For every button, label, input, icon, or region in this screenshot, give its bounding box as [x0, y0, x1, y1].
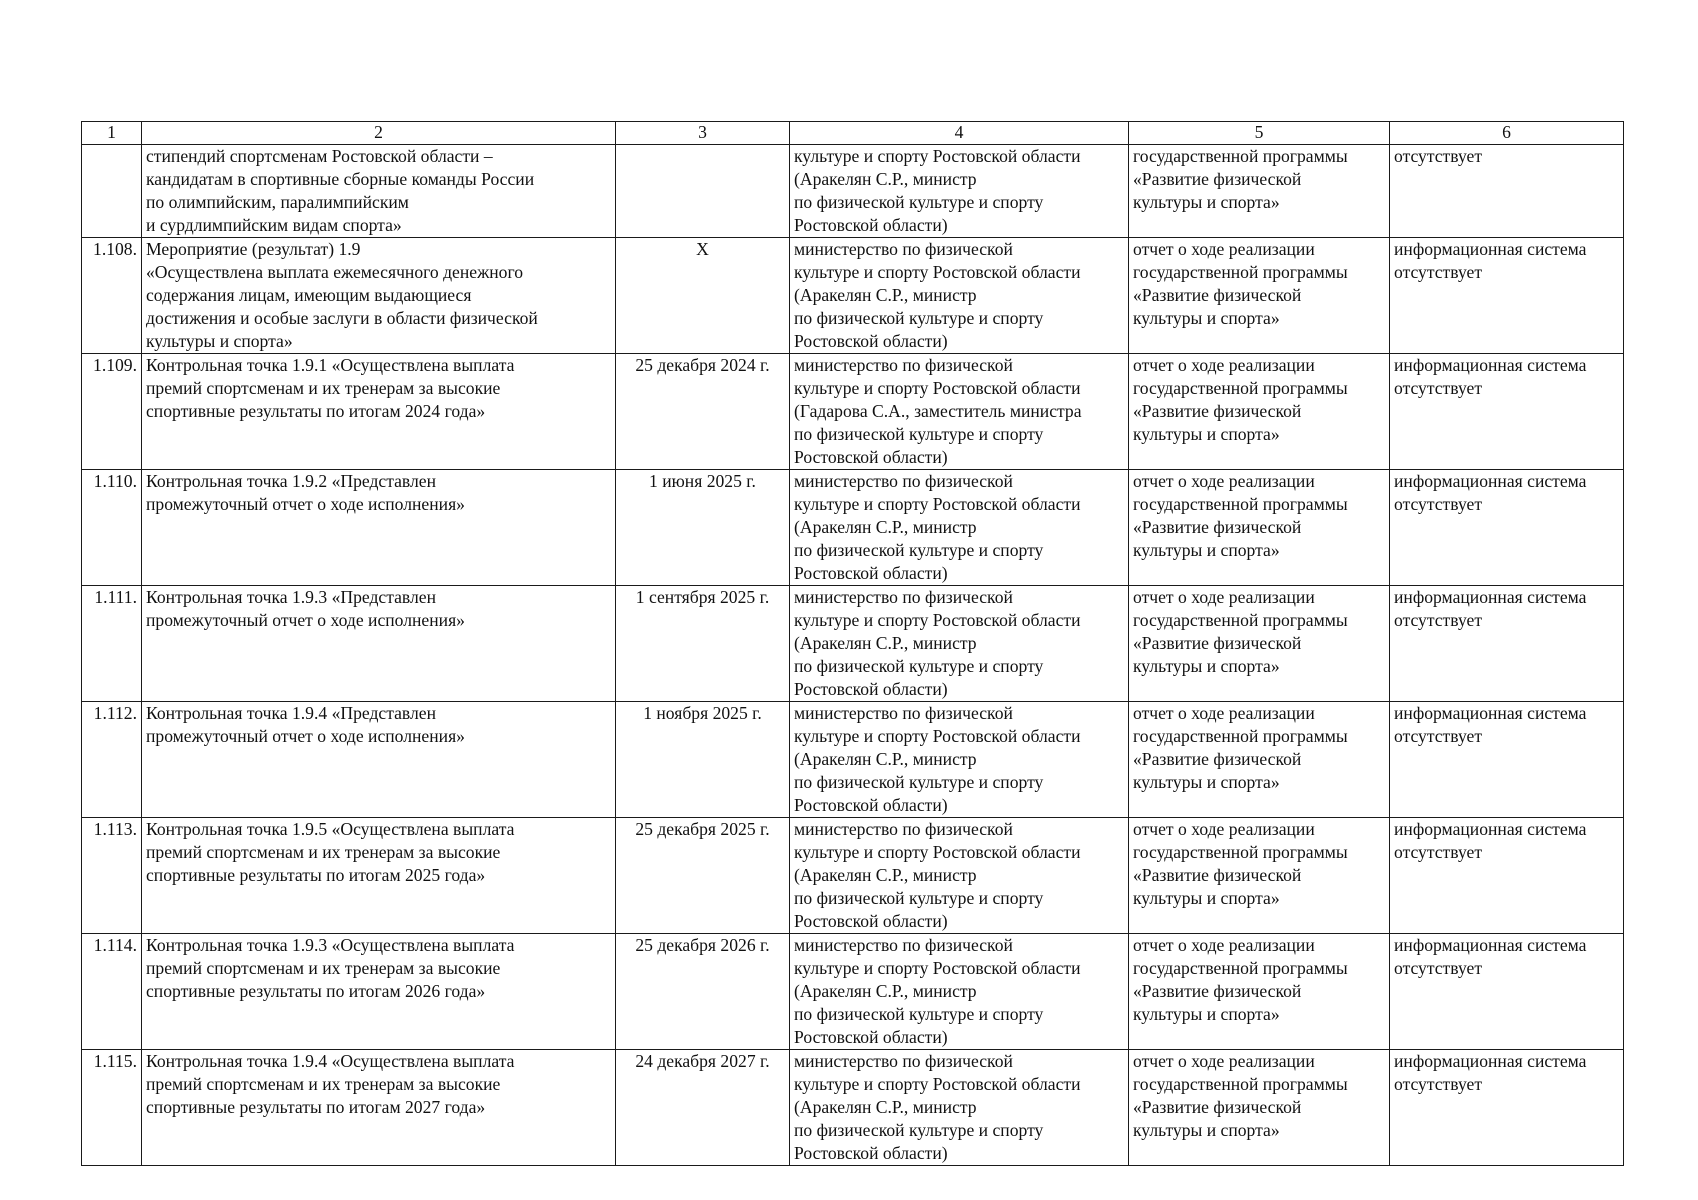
- row-title: Контрольная точка 1.9.2 «Представлен промежуточный отчет о ходе исполнения»: [142, 470, 616, 586]
- table-row: [82, 818, 1624, 934]
- row-document: отчет о ходе реализации государственной программы «Развитие физической культуры и спорта»: [1129, 934, 1390, 1050]
- document-table: [81, 121, 1624, 1166]
- row-responsible: культуре и спорту Ростовской области (Аракелян С.Р., министр по физической культуре и спорту Ростовской области): [790, 145, 1129, 238]
- row-system: информационная система отсутствует: [1390, 354, 1624, 470]
- row-document: отчет о ходе реализации государственной программы «Развитие физической культуры и спорта»: [1129, 354, 1390, 470]
- row-responsible: министерство по физической культуре и спорту Ростовской области (Аракелян С.Р., министр по физической культуре и спорту Ростовской области): [790, 586, 1129, 702]
- row-title: Контрольная точка 1.9.3 «Представлен промежуточный отчет о ходе исполнения»: [142, 586, 616, 702]
- table-row: [82, 586, 1624, 702]
- row-date: 1 сентября 2025 г.: [616, 586, 790, 702]
- row-responsible: министерство по физической культуре и спорту Ростовской области (Аракелян С.Р., министр по физической культуре и спорту Ростовской области): [790, 702, 1129, 818]
- table-row: [82, 702, 1624, 818]
- row-date: 25 декабря 2025 г.: [616, 818, 790, 934]
- table-header: [82, 122, 1624, 145]
- row-date: 25 декабря 2024 г.: [616, 354, 790, 470]
- row-title: Контрольная точка 1.9.1 «Осуществлена выплата премий спортсменам и их тренерам за высокие спортивные результаты по итогам 2024 года»: [142, 354, 616, 470]
- row-title: Контрольная точка 1.9.5 «Осуществлена выплата премий спортсменам и их тренерам за высокие спортивные результаты по итогам 2025 года»: [142, 818, 616, 934]
- row-title: Контрольная точка 1.9.3 «Осуществлена выплата премий спортсменам и их тренерам за высокие спортивные результаты по итогам 2026 года»: [142, 934, 616, 1050]
- row-number: 1.110.: [82, 470, 142, 586]
- table-row: [82, 934, 1624, 1050]
- table-row: [82, 238, 1624, 354]
- row-title: Контрольная точка 1.9.4 «Осуществлена выплата премий спортсменам и их тренерам за высокие спортивные результаты по итогам 2027 года»: [142, 1050, 616, 1166]
- row-responsible: министерство по физической культуре и спорту Ростовской области (Аракелян С.Р., министр по физической культуре и спорту Ростовской области): [790, 238, 1129, 354]
- column-header-2: 2: [142, 122, 616, 145]
- row-document: отчет о ходе реализации государственной программы «Развитие физической культуры и спорта»: [1129, 238, 1390, 354]
- row-date: [616, 145, 790, 238]
- row-document: отчет о ходе реализации государственной программы «Развитие физической культуры и спорта»: [1129, 702, 1390, 818]
- row-date: 25 декабря 2026 г.: [616, 934, 790, 1050]
- row-number: 1.115.: [82, 1050, 142, 1166]
- row-system: информационная система отсутствует: [1390, 1050, 1624, 1166]
- row-title: Мероприятие (результат) 1.9 «Осуществлена выплата ежемесячного денежного содержания лицам, имеющим выдающиеся достижения и особые заслуги в области физической культуры и спорта»: [142, 238, 616, 354]
- row-date: 24 декабря 2027 г.: [616, 1050, 790, 1166]
- table-row: [82, 470, 1624, 586]
- table-body: [82, 145, 1624, 1166]
- row-title: стипендий спортсменам Ростовской области – кандидатам в спортивные сборные команды России по олимпийским, паралимпийским и сурдлимпийским видам спорта»: [142, 145, 616, 238]
- row-date: 1 июня 2025 г.: [616, 470, 790, 586]
- row-system: информационная система отсутствует: [1390, 702, 1624, 818]
- row-number: 1.108.: [82, 238, 142, 354]
- column-header-4: 4: [790, 122, 1129, 145]
- row-number: 1.113.: [82, 818, 142, 934]
- row-document: отчет о ходе реализации государственной программы «Развитие физической культуры и спорта»: [1129, 1050, 1390, 1166]
- row-date: Х: [616, 238, 790, 354]
- column-header-3: 3: [616, 122, 790, 145]
- table-row: [82, 1050, 1624, 1166]
- column-header-1: 1: [82, 122, 142, 145]
- row-system: информационная система отсутствует: [1390, 586, 1624, 702]
- row-responsible: министерство по физической культуре и спорту Ростовской области (Аракелян С.Р., министр по физической культуре и спорту Ростовской области): [790, 934, 1129, 1050]
- table-row: [82, 354, 1624, 470]
- row-date: 1 ноября 2025 г.: [616, 702, 790, 818]
- row-responsible: министерство по физической культуре и спорту Ростовской области (Аракелян С.Р., министр по физической культуре и спорту Ростовской области): [790, 818, 1129, 934]
- row-system: информационная система отсутствует: [1390, 238, 1624, 354]
- row-responsible: министерство по физической культуре и спорту Ростовской области (Аракелян С.Р., министр по физической культуре и спорту Ростовской области): [790, 1050, 1129, 1166]
- row-number: [82, 145, 142, 238]
- row-responsible: министерство по физической культуре и спорту Ростовской области (Гадарова С.А., заместитель министра по физической культуре и спорту Ростовской области): [790, 354, 1129, 470]
- column-header-5: 5: [1129, 122, 1390, 145]
- row-system: информационная система отсутствует: [1390, 934, 1624, 1050]
- row-document: отчет о ходе реализации государственной программы «Развитие физической культуры и спорта»: [1129, 470, 1390, 586]
- row-document: государственной программы «Развитие физической культуры и спорта»: [1129, 145, 1390, 238]
- row-document: отчет о ходе реализации государственной программы «Развитие физической культуры и спорта»: [1129, 818, 1390, 934]
- row-number: 1.114.: [82, 934, 142, 1050]
- table-row: [82, 145, 1624, 238]
- row-number: 1.111.: [82, 586, 142, 702]
- column-header-6: 6: [1390, 122, 1624, 145]
- row-number: 1.112.: [82, 702, 142, 818]
- row-title: Контрольная точка 1.9.4 «Представлен промежуточный отчет о ходе исполнения»: [142, 702, 616, 818]
- row-document: отчет о ходе реализации государственной программы «Развитие физической культуры и спорта»: [1129, 586, 1390, 702]
- row-responsible: министерство по физической культуре и спорту Ростовской области (Аракелян С.Р., министр по физической культуре и спорту Ростовской области): [790, 470, 1129, 586]
- header-row: [82, 122, 1624, 145]
- row-system: отсутствует: [1390, 145, 1624, 238]
- row-system: информационная система отсутствует: [1390, 818, 1624, 934]
- row-system: информационная система отсутствует: [1390, 470, 1624, 586]
- row-number: 1.109.: [82, 354, 142, 470]
